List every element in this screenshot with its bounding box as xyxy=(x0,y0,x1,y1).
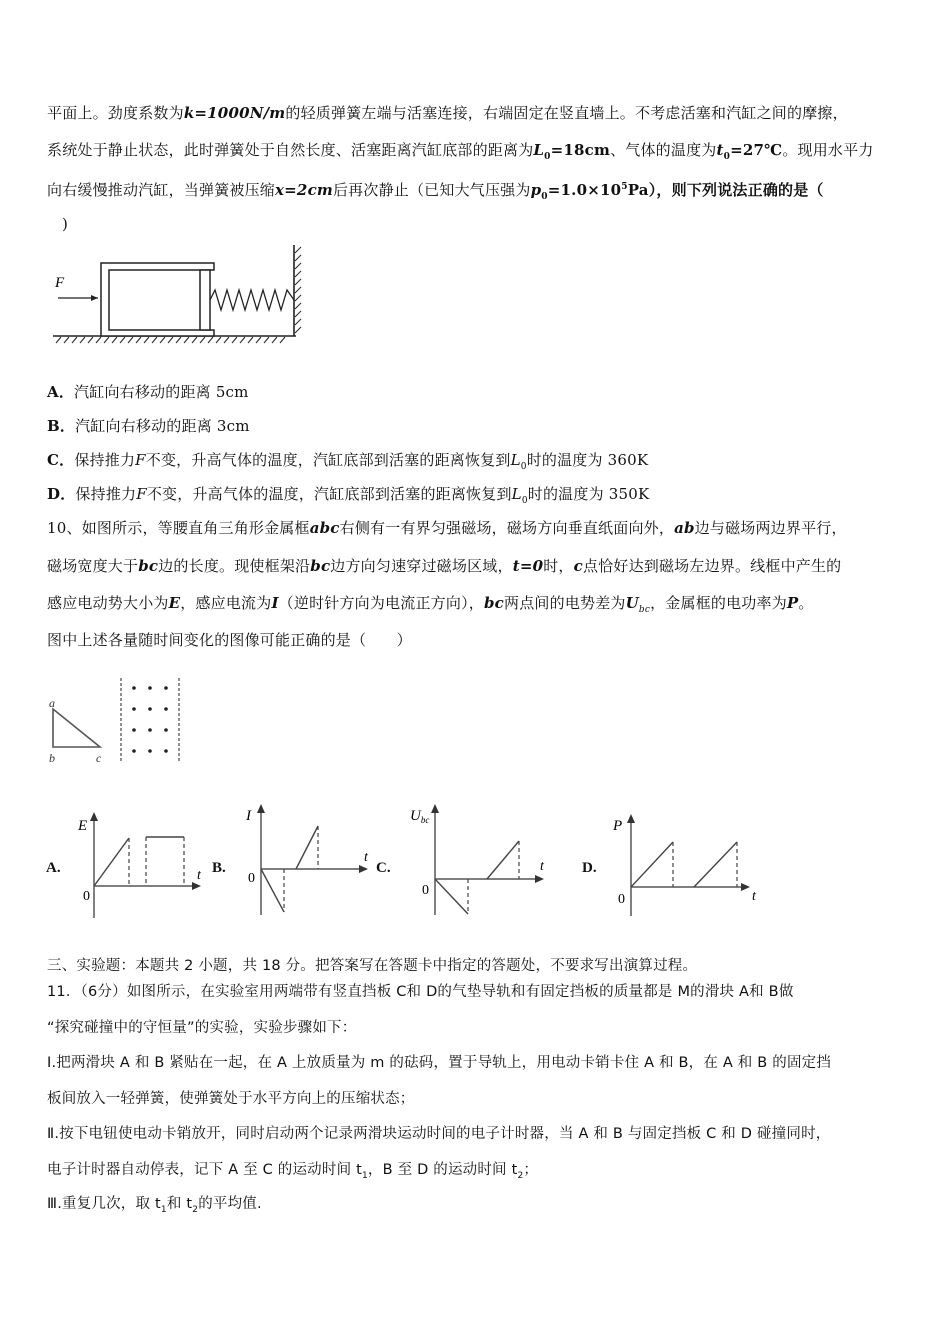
q11-step-3 xyxy=(47,1194,262,1220)
graph-option-a-label[interactable]: A. xyxy=(46,860,61,876)
y-axis-label-main: U xyxy=(410,808,421,824)
q11-text-line-1: 11．（6分）如图所示，在实验室用两端带有竖直挡板 C和 D的气垫导轨和有固定挡板的质量都是 M的滑块 A和 B做 xyxy=(47,984,794,1000)
text: 时的温度为 360K xyxy=(526,451,649,469)
k-value: k=1000N/m xyxy=(183,104,286,122)
var: t=0 xyxy=(512,557,544,575)
text: 和 t xyxy=(166,1196,193,1212)
text: 感应电动势大小为 xyxy=(47,594,169,612)
L0-value: =18cm xyxy=(550,141,611,159)
option-text: 汽缸向右移动的距离 5cm xyxy=(74,383,249,401)
x-value: x=2cm xyxy=(275,181,333,199)
text: 的轻质弹簧左端与活塞连接，右端固定在竖直墙上。不考虑活塞和汽缸之间的摩擦， xyxy=(285,104,848,122)
q11-step-2-line-2 xyxy=(47,1160,538,1186)
text: 边方向匀速穿过磁场区域， xyxy=(330,557,513,575)
text: ，金属框的电功率为 xyxy=(650,594,787,612)
q10-text-line-4: 图中上述各量随时间变化的图像可能正确的是（ ） xyxy=(47,631,412,649)
graph-a-E-vs-t xyxy=(70,808,210,923)
graph-d-P-vs-t xyxy=(608,808,768,920)
text: 如图所示，等腰直角三角形金属框 xyxy=(81,519,310,537)
text: 时， xyxy=(543,557,574,575)
subscript: 2 xyxy=(192,1204,199,1215)
text: ，感应电流为 xyxy=(180,594,272,612)
vertex-b-label: b xyxy=(49,751,55,765)
text: 。现用水平力 xyxy=(782,141,874,159)
text: 不变，升高气体的温度，汽缸底部到活塞的距离恢复到 xyxy=(146,485,512,503)
var-L: L xyxy=(510,451,521,469)
q9-text-line-3: 向右缓慢推动汽缸，当弹簧被压缩x=2cm后再次静止（已知大气压强为$p_0=1.0\times 10^5Pa$），则下列说法正确的是（ xyxy=(47,181,824,202)
force-label: F xyxy=(55,275,65,291)
text: Ⅲ.重复几次，取 t xyxy=(47,1196,161,1212)
text: 点恰好达到磁场左边界。线框中产生的 xyxy=(582,557,842,575)
text: 系统处于静止状态，此时弹簧处于自然长度、活塞距离汽缸底部的距离为 xyxy=(47,141,534,159)
q11-step-1-line-1: Ⅰ.把两滑块 A 和 B 紧贴在一起，在 A 上放质量为 m 的砝码，置于导轨上，用电动卡销卡住 A 和 B，在 A 和 B 的固定挡 xyxy=(47,1055,832,1071)
text: 。 xyxy=(798,594,814,612)
option-text: 汽缸向右移动的距离 3cm xyxy=(75,417,250,435)
q10-text-line-2 xyxy=(47,556,841,576)
text: 平面上。劲度系数为 xyxy=(47,104,184,122)
q9-text-line-1 xyxy=(47,103,848,123)
text: ； xyxy=(523,1162,539,1178)
question-number: 10、 xyxy=(47,519,82,537)
x-axis-label: t xyxy=(752,889,756,904)
p0-value: =1.0×10 xyxy=(547,181,622,199)
text: 边的长度。现使框架沿 xyxy=(158,557,311,575)
triangle-field-figure xyxy=(45,675,190,767)
text: 不变，升高气体的温度，汽缸底部到活塞的距离恢复到 xyxy=(145,451,511,469)
q10-text-line-3 xyxy=(47,593,814,620)
graph-b-I-vs-t xyxy=(236,800,376,918)
text: 保持推力 xyxy=(74,451,136,469)
graph-option-b-label[interactable]: B. xyxy=(212,860,226,876)
var: c xyxy=(573,557,583,575)
var: bc xyxy=(310,557,331,575)
text: 两点间的电势差为 xyxy=(504,594,626,612)
text: 的平均值. xyxy=(198,1196,262,1212)
option-label: A． xyxy=(47,383,75,401)
origin-label: 0 xyxy=(422,883,429,898)
q11-text-line-2: “探究碰撞中的守恒量”的实验，实验步骤如下： xyxy=(47,1020,357,1036)
q9-option-d[interactable] xyxy=(47,484,649,511)
origin-label: 0 xyxy=(248,871,255,886)
text: 保持推力 xyxy=(75,485,137,503)
x-axis-label: t xyxy=(540,859,544,874)
y-axis-label: P xyxy=(613,818,623,834)
y-axis-label xyxy=(410,808,429,825)
x-axis-label: t xyxy=(197,868,201,883)
text: ，B 至 D 的运动时间 t xyxy=(367,1162,518,1178)
text: Pa），则下列说法正确的是（ xyxy=(627,181,824,199)
q9-option-c[interactable] xyxy=(47,450,648,477)
q9-answer-paren: ) xyxy=(62,215,69,233)
option-label: C． xyxy=(47,451,75,469)
var: bc xyxy=(138,557,159,575)
y-axis-label: I xyxy=(246,808,251,824)
origin-label: 0 xyxy=(83,889,90,904)
text: 时的温度为 350K xyxy=(527,485,650,503)
var: ab xyxy=(674,519,695,537)
var: I xyxy=(271,594,279,612)
graph-c-Ubc-vs-t xyxy=(408,800,558,918)
subscript: bc xyxy=(638,605,651,615)
p0-exponent: 5 xyxy=(621,182,628,192)
q11-step-1-line-2: 板间放入一轻弹簧，使弹簧处于水平方向上的压缩状态； xyxy=(47,1091,415,1107)
option-label: D． xyxy=(47,485,76,503)
text: 右侧有一有界匀强磁场，磁场方向垂直纸面向外， xyxy=(339,519,675,537)
subscript: 1 xyxy=(361,1170,368,1181)
text: 边与磁场两边界平行， xyxy=(694,519,847,537)
text: 磁场宽度大于 xyxy=(47,557,139,575)
graph-option-c-label[interactable]: C. xyxy=(376,860,391,876)
var: bc xyxy=(483,594,505,612)
var: abc xyxy=(309,519,340,537)
section-3-header: 三、实验题：本题共 2 小题，共 18 分。把答案写在答题卡中指定的答题处，不要求写出演算过程。 xyxy=(47,958,698,974)
subscript: 0 xyxy=(520,462,527,472)
q9-text-line-2: 系统处于静止状态，此时弹簧处于自然长度、活塞距离汽缸底部的距离为$L_0=18cm$、气体的温度为$t_0=27℃$。现用水平力 xyxy=(47,141,874,162)
y-axis-label: E xyxy=(78,818,88,834)
text: 电子计时器自动停表，记下 A 至 C 的运动时间 t xyxy=(47,1162,362,1178)
var: P xyxy=(786,594,799,612)
text: （逆时针方向为电流正方向）， xyxy=(278,594,484,612)
cylinder-spring-figure xyxy=(48,243,308,348)
t0-value: =27℃ xyxy=(730,141,783,159)
var: E xyxy=(168,594,181,612)
subscript: 1 xyxy=(160,1204,167,1215)
q10-text-line-1 xyxy=(47,518,847,538)
origin-label: 0 xyxy=(618,892,625,907)
subscript: 0 xyxy=(521,496,528,506)
text: 向右缓慢推动汽缸，当弹簧被压缩 xyxy=(47,181,276,199)
vertex-a-label: a xyxy=(49,696,55,710)
vertex-c-label: c xyxy=(96,751,102,765)
text: 后再次静止（已知大气压强为 xyxy=(332,181,531,199)
var-L: L xyxy=(511,485,522,503)
var-F: F xyxy=(136,485,147,503)
option-label: B． xyxy=(47,417,76,435)
q11-step-2-line-1: Ⅱ.按下电钮使电动卡销放开，同时启动两个记录两滑块运动时间的电子计时器，当 A 和 B 与固定挡板 C 和 D 碰撞同时， xyxy=(47,1126,831,1142)
graph-option-d-label[interactable]: D. xyxy=(582,860,597,876)
var: U xyxy=(625,594,639,612)
q9-option-a[interactable] xyxy=(47,382,249,402)
var-F: F xyxy=(135,451,146,469)
x-axis-label: t xyxy=(364,850,368,865)
q9-option-b[interactable] xyxy=(47,416,250,436)
text: 、气体的温度为 xyxy=(610,141,717,159)
subscript: 2 xyxy=(517,1170,524,1181)
y-axis-label-sub: bc xyxy=(420,815,430,825)
